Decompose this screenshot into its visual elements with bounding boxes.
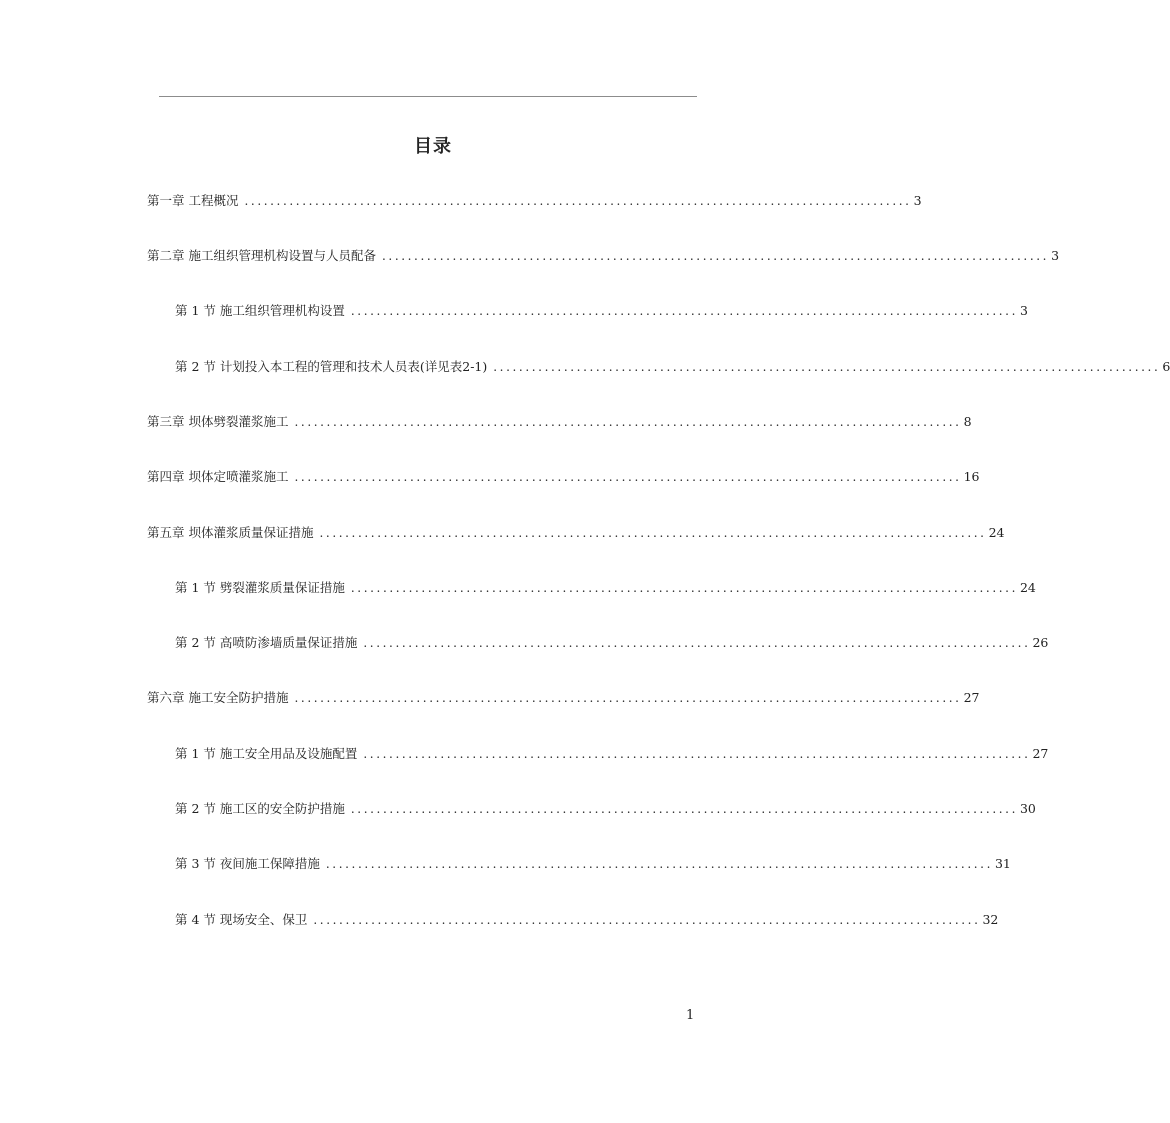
toc-leader-dots: ........................................................................................................ xyxy=(294,691,962,705)
toc-entry-label: 第 3 节 夜间施工保障措施 xyxy=(175,856,320,871)
toc-entry-page: 16 xyxy=(963,469,980,484)
toc-entry-page: 3 xyxy=(1051,248,1060,263)
toc-leader-dots: ........................................................................................................ xyxy=(313,913,981,927)
toc-entry-chapter-6[interactable] xyxy=(147,690,980,706)
toc-leader-dots: ........................................................................................................ xyxy=(493,360,1161,374)
toc-entry-label: 第 1 节 施工组织管理机构设置 xyxy=(175,303,345,318)
toc-entry-page: 24 xyxy=(1019,580,1036,595)
toc-entry-label: 第二章 施工组织管理机构设置与人员配备 xyxy=(147,248,376,263)
toc-leader-dots: ........................................................................................................ xyxy=(325,857,993,871)
toc-leader-dots: ........................................................................................................ xyxy=(363,747,1031,761)
toc-entry-page: 32 xyxy=(982,912,999,927)
toc-leader-dots: ........................................................................................................ xyxy=(244,194,912,208)
toc-entry-label: 第六章 施工安全防护措施 xyxy=(147,690,289,705)
toc-entry-chapter-4[interactable] xyxy=(147,469,980,485)
toc-entry-page: 24 xyxy=(988,525,1005,540)
toc-entry-page: 26 xyxy=(1032,635,1049,650)
toc-leader-dots: ........................................................................................................ xyxy=(319,526,987,540)
toc-entry-section-2-2[interactable] xyxy=(175,359,1170,375)
toc-entry-label: 第 2 节 施工区的安全防护措施 xyxy=(175,801,345,816)
toc-entry-label: 第 4 节 现场安全、保卫 xyxy=(175,912,308,927)
toc-entry-label: 第三章 坝体劈裂灌浆施工 xyxy=(147,414,289,429)
toc-leader-dots: ........................................................................................................ xyxy=(350,304,1018,318)
toc-entry-page: 30 xyxy=(1019,801,1036,816)
toc-leader-dots: ........................................................................................................ xyxy=(294,470,962,484)
toc-entry-section-6-4[interactable] xyxy=(175,912,999,928)
toc-entry-section-6-2[interactable] xyxy=(175,801,1036,817)
toc-leader-dots: ........................................................................................................ xyxy=(350,802,1018,816)
toc-entry-page: 27 xyxy=(963,690,980,705)
toc-entry-page: 3 xyxy=(1019,303,1028,318)
toc-entry-section-6-1[interactable] xyxy=(175,746,1049,762)
toc-title: 目录 xyxy=(414,136,452,157)
toc-entry-chapter-2[interactable] xyxy=(147,248,1060,264)
page-number: 1 xyxy=(686,1008,695,1023)
toc-leader-dots: ........................................................................................................ xyxy=(350,581,1018,595)
toc-entry-chapter-3[interactable] xyxy=(147,414,972,430)
toc-entry-label: 第 2 节 计划投入本工程的管理和技术人员表(详见表2-1) xyxy=(175,359,488,374)
toc-entry-page: 27 xyxy=(1032,746,1049,761)
toc-entry-chapter-1[interactable] xyxy=(147,193,922,209)
toc-entry-label: 第 1 节 劈裂灌浆质量保证措施 xyxy=(175,580,345,595)
toc-entry-label: 第一章 工程概况 xyxy=(147,193,239,208)
toc-entry-page: 31 xyxy=(994,856,1011,871)
toc-entry-section-5-1[interactable] xyxy=(175,580,1036,596)
toc-entry-label: 第四章 坝体定喷灌浆施工 xyxy=(147,469,289,484)
toc-leader-dots: ........................................................................................................ xyxy=(381,249,1050,263)
toc-leader-dots: ........................................................................................................ xyxy=(294,415,962,429)
toc-entry-page: 3 xyxy=(913,193,922,208)
toc-entry-label: 第 1 节 施工安全用品及设施配置 xyxy=(175,746,358,761)
toc-entry-page: 6 xyxy=(1162,359,1170,374)
toc-entry-section-6-3[interactable] xyxy=(175,856,1011,872)
toc-entry-page: 8 xyxy=(963,414,972,429)
toc-entry-label: 第 2 节 高喷防渗墙质量保证措施 xyxy=(175,635,358,650)
toc-entry-label: 第五章 坝体灌浆质量保证措施 xyxy=(147,525,314,540)
toc-entry-section-2-1[interactable] xyxy=(175,303,1028,319)
toc-entry-section-5-2[interactable] xyxy=(175,635,1049,651)
toc-entry-chapter-5[interactable] xyxy=(147,525,1005,541)
toc-leader-dots: ........................................................................................................ xyxy=(363,636,1031,650)
